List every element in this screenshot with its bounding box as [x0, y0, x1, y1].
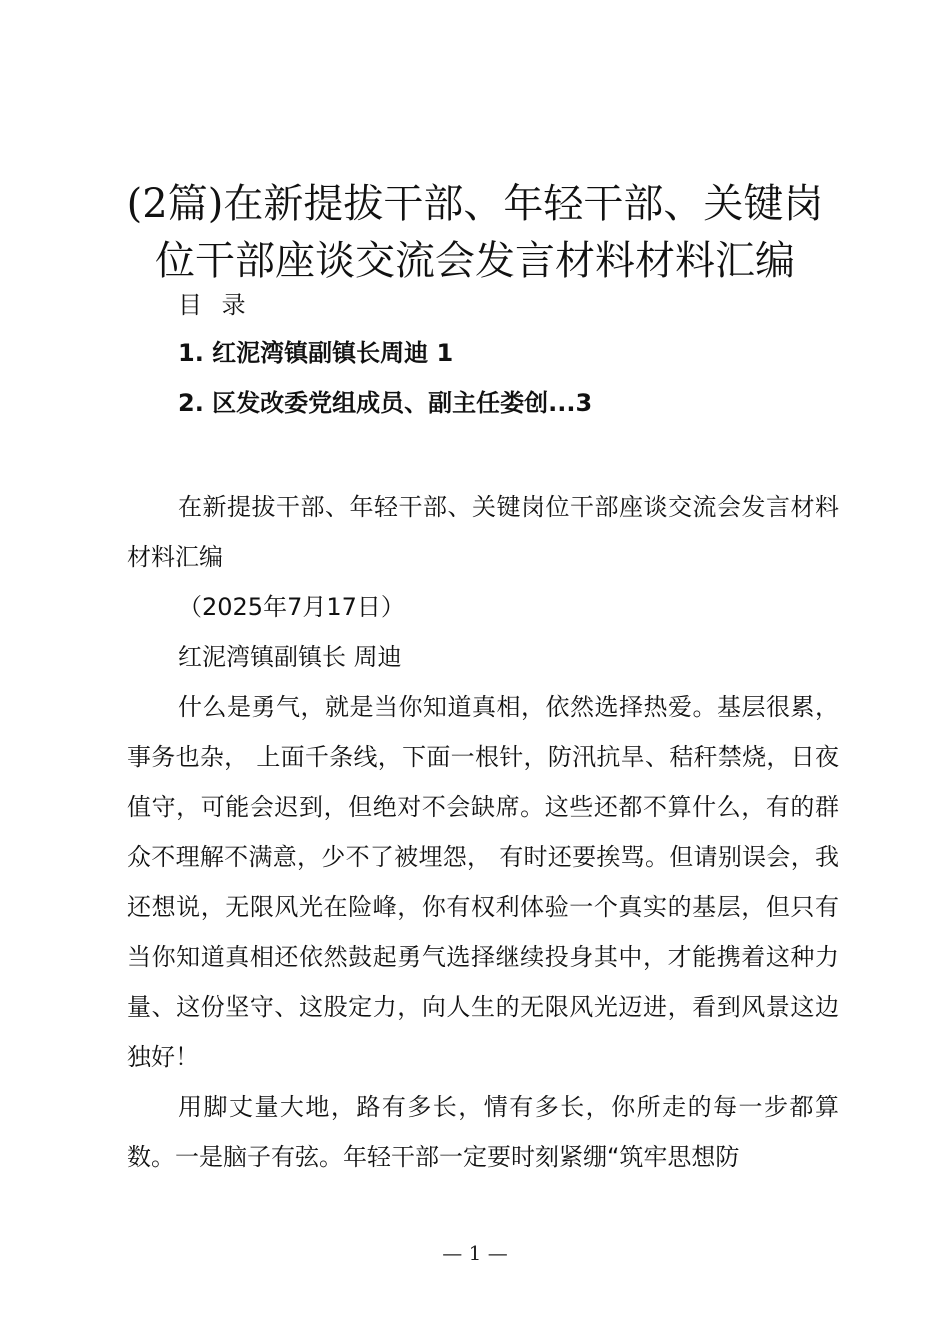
body-paragraph: 什么是勇气，就是当你知道真相，依然选择热爱。基层很累，事务也杂， 上面千条线，下面一根针，防汛抗旱、秸秆禁烧，日夜值守，可能会迟到，但绝对不会缺席。这些还都不算什么，有的群众不理解不满意，少不了被埋怨， 有时还要挨骂。但请别误会，我还想说，无限风光在险峰，你有权利体验一个真实的基层，但只有当你知道真相还依然鼓起勇气选择继续投身其中，才能携着这种力量、这份坚守、这股定力，向人生的无限风光迈进，看到风景这边独好！: [127, 693, 839, 1071]
document-title: (2篇)在新提拔干部、年轻干部、关键岗位干部座谈交流会发言材料材料汇编: [126, 181, 824, 284]
toc-list: [178, 336, 592, 436]
toc-item[interactable]: 1. 红泥湾镇副镇长周迪 1: [178, 339, 454, 367]
toc-heading: 目 录: [178, 291, 252, 319]
toc-item[interactable]: 2. 区发改委党组成员、副主任娄创...3: [178, 389, 593, 417]
body-text: [127, 482, 839, 1182]
speaker-paragraph: 红泥湾镇副镇长 周迪: [178, 643, 402, 671]
section-title-paragraph: 在新提拔干部、年轻干部、关键岗位干部座谈交流会发言材料材料汇编: [127, 493, 839, 571]
date-paragraph: （2025年7月17日）: [178, 593, 405, 621]
body-paragraph: 用脚丈量大地，路有多长，情有多长，你所走的每一步都算数。一是脑子有弦。年轻干部一定要时刻紧绷“筑牢思想防: [127, 1093, 839, 1171]
page-number: — 1 —: [442, 1241, 508, 1265]
